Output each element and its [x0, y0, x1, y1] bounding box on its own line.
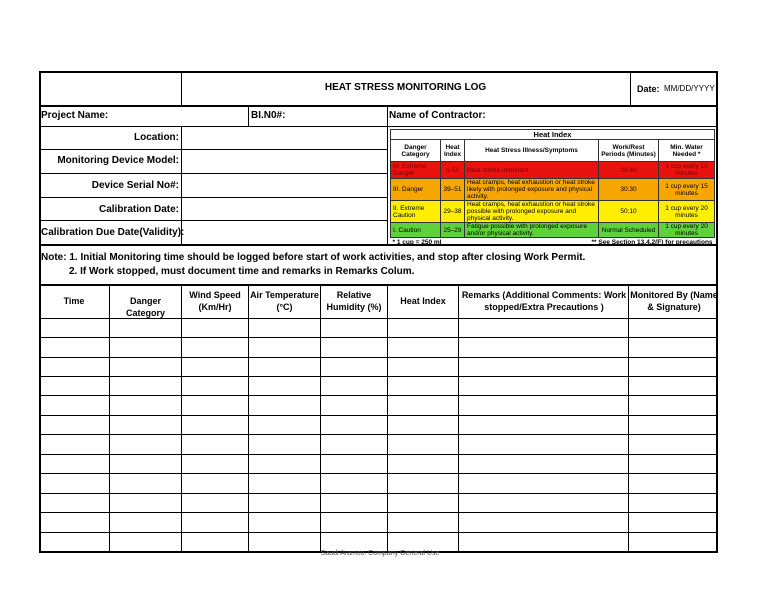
col-air-temperature: Air Temperature (°C) — [250, 290, 319, 312]
hx-footnote: * 1 cup = 250 ml — [392, 238, 442, 246]
table-row — [39, 434, 718, 435]
hx-cell: Heat cramps, heat exhaustion or heat stroke possible with prolonged exposure and physical activity. — [465, 201, 599, 223]
hx-row-danger — [391, 179, 715, 201]
note-line-1: Note: 1. Initial Monitoring time should be logged before start of work activities, and stop after closing Work Permit. — [41, 252, 586, 263]
hx-row-caution — [391, 223, 715, 238]
table-row — [39, 318, 718, 319]
hx-header: Work/Rest Periods (Minutes) — [599, 140, 659, 162]
table-row — [39, 473, 718, 474]
col-relative-humidity: Relative Humidity (%) — [326, 290, 382, 312]
table-row — [39, 532, 718, 533]
table-row — [39, 512, 718, 513]
hx-footnote: ** See Section 13.4.2(F) for precautions — [591, 238, 713, 246]
hx-cell: Heat stroke imminent — [465, 162, 599, 179]
calibration-date-label: Calibration Date: — [98, 204, 179, 215]
hx-header: Danger Category — [391, 140, 441, 162]
heat-index-table — [390, 129, 714, 247]
contractor-label: Name of Contractor: — [389, 110, 486, 121]
hx-cell: Normal Scheduled — [599, 223, 659, 238]
col-danger-category: Danger Category — [125, 296, 165, 318]
hx-cell: III. Danger — [391, 179, 441, 201]
date-label: Date: — [637, 84, 660, 94]
divider — [39, 220, 387, 221]
col-wind-speed: Wind Speed (Km/Hr) — [189, 290, 241, 312]
date-field[interactable]: MM/DD/YYYY — [664, 84, 715, 93]
hx-row-extreme-caution — [391, 201, 715, 223]
hx-cell: Fatigue possible with prolonged exposure and/or physical activity. — [465, 223, 599, 238]
divider — [39, 149, 387, 150]
table-row — [39, 415, 718, 416]
hx-cell: 1 cup every 20 minutes — [659, 223, 715, 238]
calibration-due-label: Calibration Due Date(Validity): — [41, 227, 185, 238]
divider — [248, 105, 249, 126]
page-title: HEAT STRESS MONITORING LOG — [324, 82, 487, 93]
hx-cell: 29–38 — [441, 201, 465, 223]
note-line-2: 2. If Work stopped, must document time and remarks in Remarks Colum. — [69, 266, 415, 277]
heat-index-title: Heat Index — [391, 130, 715, 140]
hx-cell: 1 cup every 10 minutes — [659, 162, 715, 179]
table-row — [39, 357, 718, 358]
divider — [39, 197, 387, 198]
table-row — [39, 395, 718, 396]
bi-no-label: BI.N0#: — [251, 110, 286, 121]
divider — [39, 173, 387, 174]
hx-cell: 20:40 — [599, 162, 659, 179]
hx-cell: Heat cramps, heat exhaustion or heat stroke likely with prolonged exposure and physical activity. — [465, 179, 599, 201]
col-time: Time — [63, 296, 85, 306]
serial-no-label: Device Serial No#: — [91, 180, 179, 191]
hx-cell: I. Caution — [391, 223, 441, 238]
hx-header: Min. Water Needed * — [659, 140, 715, 162]
table-row — [39, 493, 718, 494]
device-model-label: Monitoring Device Model: — [57, 155, 179, 166]
hx-cell: 1 cup every 15 minutes — [659, 179, 715, 201]
table-row — [39, 376, 718, 377]
hx-cell: 30:30 — [599, 179, 659, 201]
location-label: Location: — [134, 132, 179, 143]
footer-classification: Saudi Aramco: Company General Use — [320, 550, 440, 557]
hx-cell: 39–51 — [441, 179, 465, 201]
hx-row-extreme-danger — [391, 162, 715, 179]
hx-cell: 50:10 — [599, 201, 659, 223]
project-name-label: Project Name: — [41, 110, 109, 121]
col-remarks: Remarks (Additional Comments: Work stopped/Extra Precautions ) — [461, 290, 627, 312]
hx-cell: ≥ 52 — [441, 162, 465, 179]
divider — [39, 126, 718, 127]
hx-cell: 25–29 — [441, 223, 465, 238]
hx-cell: IV. Extreme Danger — [391, 162, 441, 179]
hx-header: Heat Index — [441, 140, 465, 162]
table-row — [39, 337, 718, 338]
hx-header: Heat Stress Illness/Symptoms — [465, 140, 599, 162]
col-heat-index: Heat Index — [400, 296, 446, 306]
table-row — [39, 454, 718, 455]
hx-cell: 1 cup every 20 minutes — [659, 201, 715, 223]
hx-cell: II. Extreme Caution — [391, 201, 441, 223]
divider — [630, 71, 631, 105]
divider — [39, 284, 718, 286]
col-monitored-by: Monitored By (Name & Signature) — [630, 290, 718, 312]
divider — [39, 105, 718, 107]
